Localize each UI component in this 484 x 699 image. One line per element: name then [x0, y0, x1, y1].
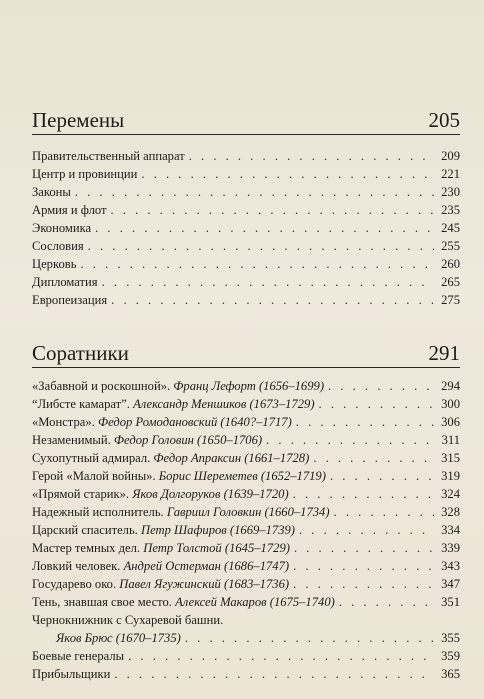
toc-entry — [32, 449, 460, 467]
dot-leader — [141, 165, 434, 183]
section-title: Перемены — [32, 108, 125, 132]
dot-leader — [293, 557, 434, 575]
toc-entry-page: 339 — [441, 541, 460, 555]
dot-leader — [328, 377, 434, 395]
toc-entry — [32, 377, 460, 395]
toc-entry-text: «Прямой старик». — [32, 487, 133, 501]
toc-entry-page: 245 — [441, 221, 460, 235]
toc-entry-text: «Забавной и роскошной». — [32, 379, 174, 393]
toc-entry-title — [32, 291, 107, 309]
dot-leader — [313, 449, 434, 467]
toc-entry-title — [32, 183, 71, 201]
toc-entry — [32, 575, 460, 593]
toc-entry — [32, 647, 460, 665]
dot-leader — [111, 291, 434, 309]
toc-entry-text: Незаменимый. — [32, 433, 114, 447]
toc-entry-text: Боевые генералы — [32, 649, 125, 663]
toc-entry-text: Надежный исполнитель. — [32, 505, 167, 519]
section-page-number: 291 — [428, 341, 460, 365]
toc-entry-page: 311 — [441, 433, 460, 447]
toc-entry — [32, 183, 460, 201]
toc-entry-text: Законы — [32, 185, 71, 199]
toc-entry — [32, 395, 460, 413]
dot-leader — [80, 255, 434, 273]
toc-entry-page: 275 — [441, 293, 460, 307]
toc-entry-page: 221 — [441, 167, 460, 181]
dot-leader — [299, 521, 434, 539]
toc-entry-page: 355 — [441, 631, 460, 645]
toc-entry-title — [32, 557, 289, 575]
toc-entry-title — [32, 255, 76, 273]
dot-leader — [339, 593, 434, 611]
toc-entry-list — [32, 147, 460, 309]
toc-entry — [32, 503, 460, 521]
dot-leader — [294, 539, 434, 557]
toc-entry-title — [32, 449, 309, 467]
toc-entry-person: Федор Ромодановский (1640?–1717) — [97, 415, 292, 429]
toc-entry-page: 255 — [441, 239, 460, 253]
toc-entry-text: Прибыльщики — [32, 667, 111, 681]
toc-entry-page: 260 — [441, 257, 460, 271]
toc-entry-person: Борис Шереметев (1652–1719) — [158, 469, 326, 483]
toc-entry — [32, 611, 460, 629]
toc-entry-page: 334 — [441, 523, 460, 537]
toc-entry-person: Федор Головин (1650–1706) — [113, 433, 263, 447]
toc-entry-page: 294 — [441, 379, 460, 393]
toc-entry-title — [32, 273, 98, 291]
toc-entry-text: Европеизация — [32, 293, 108, 307]
toc-entry-person: Петр Шафиров (1669–1739) — [140, 523, 295, 537]
toc-entry-text: «Монстра». — [32, 415, 98, 429]
toc-entry-title — [32, 219, 91, 237]
toc-entry-page: 300 — [441, 397, 460, 411]
toc-entry-page: 324 — [441, 487, 460, 501]
toc-entry-person: Александр Меншиков (1673–1729) — [133, 397, 315, 411]
toc-entry-text: Царский спаситель. — [32, 523, 141, 537]
toc-entry — [32, 147, 460, 165]
toc-entry-text: Дипломатия — [32, 275, 98, 289]
dot-leader — [330, 467, 434, 485]
toc-entry-title — [32, 575, 289, 593]
toc-entry-title — [32, 539, 290, 557]
toc-entry-page: 347 — [441, 577, 460, 591]
toc-entry-text: Церковь — [32, 257, 77, 271]
toc-entry-title — [32, 665, 110, 683]
dot-leader — [75, 183, 434, 201]
toc-entry-text: Сословия — [32, 239, 84, 253]
toc-entry-page: 235 — [441, 203, 460, 217]
toc-entry-text: Центр и провинции — [32, 167, 138, 181]
toc-entry-title — [32, 647, 124, 665]
section-heading — [32, 339, 460, 368]
toc-entry-page: 230 — [441, 185, 460, 199]
toc-entry-person: Франц Лефорт (1656–1699) — [173, 379, 325, 393]
toc-entry-page: 328 — [441, 505, 460, 519]
toc-entry-title — [32, 611, 223, 629]
toc-entry — [32, 521, 460, 539]
toc-entry-title — [32, 485, 289, 503]
toc-entry-page: 306 — [441, 415, 460, 429]
toc-entry-person: Андрей Остерман (1686–1747) — [123, 559, 290, 573]
toc-entry-page: 319 — [441, 469, 460, 483]
toc-entry — [32, 665, 460, 683]
section-page-number: 205 — [428, 108, 460, 132]
toc-entry-title — [32, 377, 324, 395]
toc-entry-title — [32, 503, 330, 521]
toc-entry-list — [32, 377, 460, 683]
toc-entry-person: Петр Толстой (1645–1729) — [143, 541, 290, 555]
toc-entry-title — [32, 521, 295, 539]
toc-section-soratniki — [32, 339, 460, 683]
toc-entry — [32, 237, 460, 255]
dot-leader — [111, 201, 434, 219]
toc-entry-person: Гавриил Головкин (1660–1734) — [166, 505, 330, 519]
dot-leader — [114, 665, 434, 683]
toc-entry — [32, 593, 460, 611]
toc-entry-text: Ловкий человек. — [32, 559, 124, 573]
toc-entry — [32, 219, 460, 237]
toc-entry — [32, 255, 460, 273]
toc-entry-title — [32, 431, 262, 449]
toc-entry-title — [32, 147, 185, 165]
dot-leader — [185, 629, 434, 647]
dot-leader — [293, 485, 434, 503]
toc-entry-title — [32, 593, 335, 611]
toc-entry-text: Чернокнижник с Сухаревой башни. — [32, 613, 224, 627]
toc-entry-page: 209 — [441, 149, 460, 163]
toc-entry — [32, 413, 460, 431]
toc-entry-title — [32, 237, 84, 255]
dot-leader — [334, 503, 434, 521]
toc-entry-title — [32, 413, 292, 431]
toc-entry — [32, 539, 460, 557]
toc-entry-title — [32, 467, 326, 485]
dot-leader — [189, 147, 434, 165]
toc-entry-title — [32, 165, 137, 183]
toc-section-peremeny — [32, 106, 460, 309]
toc-entry — [32, 467, 460, 485]
dot-leader — [128, 647, 434, 665]
toc-entry-text: “Либсте камарат”. — [32, 397, 134, 411]
toc-entry — [32, 165, 460, 183]
section-title: Соратники — [32, 341, 129, 365]
toc-entry-text: Сухопутный адмирал. — [32, 451, 154, 465]
toc-entry — [32, 431, 460, 449]
toc-entry-title — [56, 629, 181, 647]
toc-entry-page: 315 — [441, 451, 460, 465]
toc-entry — [32, 557, 460, 575]
toc-entry-page: 343 — [441, 559, 460, 573]
toc-entry-text: Мастер темных дел. — [32, 541, 144, 555]
toc-entry-page: 365 — [441, 667, 460, 681]
toc-entry-title — [32, 201, 107, 219]
toc-entry-person: Яков Брюс (1670–1735) — [56, 631, 181, 645]
toc-entry-page: 265 — [441, 275, 460, 289]
toc-entry — [32, 201, 460, 219]
dot-leader — [102, 273, 434, 291]
toc-entry-person: Алексей Макаров (1675–1740) — [175, 595, 335, 609]
toc-entry — [32, 273, 460, 291]
toc-entry-page: 359 — [441, 649, 460, 663]
toc-entry-person: Федор Апраксин (1661–1728) — [153, 451, 310, 465]
dot-leader — [293, 575, 434, 593]
toc-entry — [32, 629, 460, 647]
dot-leader — [296, 413, 434, 431]
toc-entry-page: 351 — [441, 595, 460, 609]
dot-leader — [88, 237, 434, 255]
toc-entry-text: Государево око. — [32, 577, 120, 591]
toc-entry — [32, 485, 460, 503]
dot-leader — [95, 219, 434, 237]
toc-entry-text: Армия и флот — [32, 203, 107, 217]
toc-entry-text: Герой «Малой войны». — [32, 469, 159, 483]
toc-entry-title — [32, 395, 315, 413]
toc-entry — [32, 291, 460, 309]
toc-entry-person: Павел Ягужинский (1683–1736) — [119, 577, 290, 591]
dot-leader — [319, 395, 434, 413]
toc-entry-person: Яков Долгоруков (1639–1720) — [132, 487, 289, 501]
dot-leader — [266, 431, 434, 449]
toc-entry-text: Экономика — [32, 221, 92, 235]
section-heading — [32, 106, 460, 135]
toc-entry-text: Правительственный аппарат — [32, 149, 185, 163]
toc-entry-text: Тень, знавшая свое место. — [32, 595, 176, 609]
